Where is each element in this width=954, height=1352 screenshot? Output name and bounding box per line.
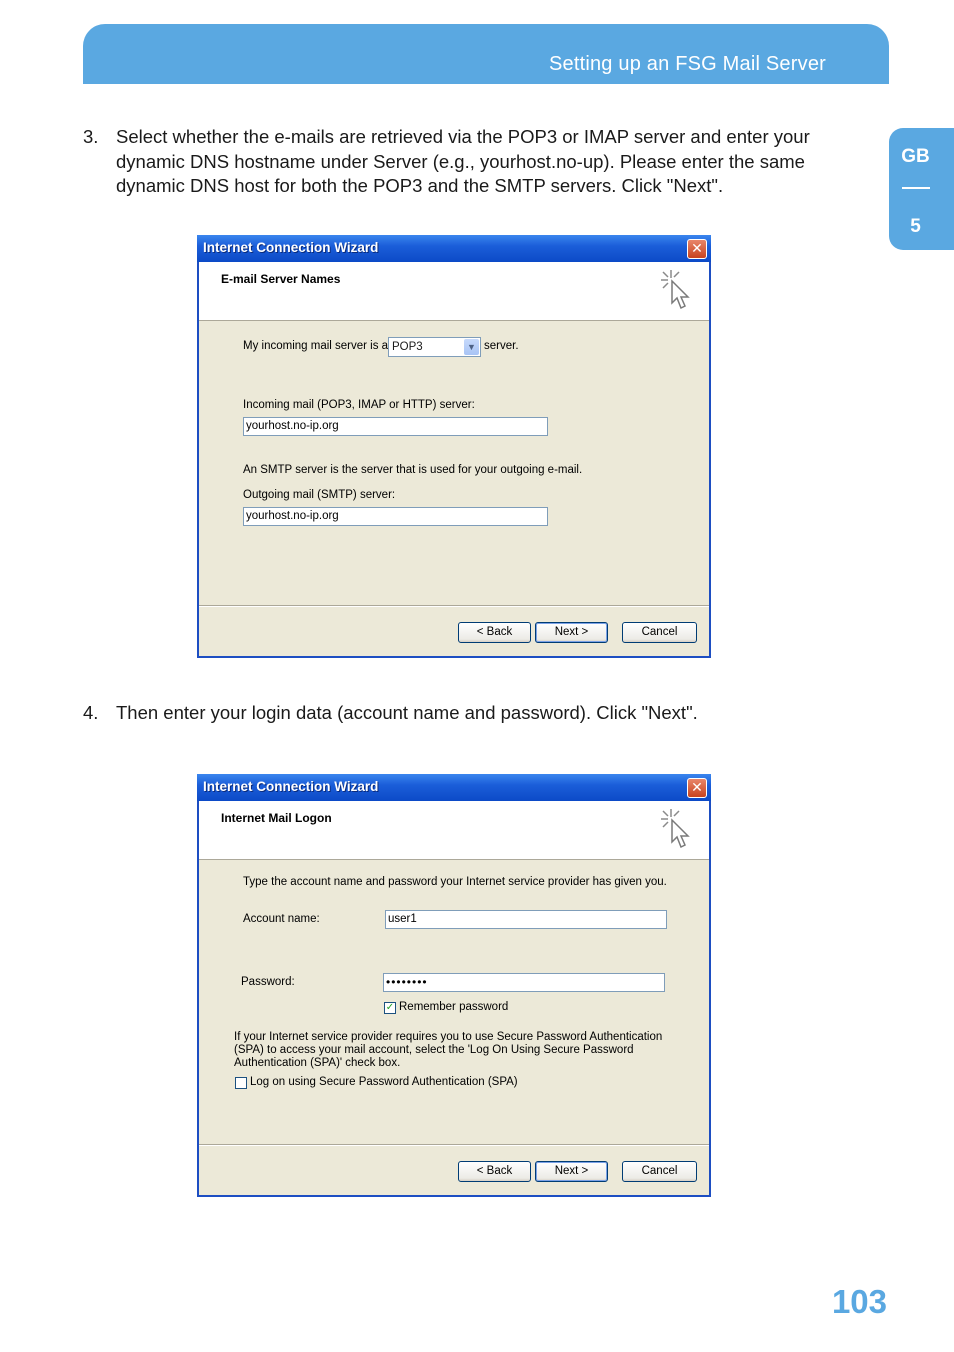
- spa-note-line: (SPA) to access your mail account, select the 'Log On Using Secure Password: [234, 1044, 634, 1056]
- header-bar: [83, 24, 889, 84]
- server-type-value: POP3: [392, 341, 423, 353]
- spa-note-line: If your Internet service provider requires you to use Secure Password Authentication: [234, 1031, 663, 1043]
- dialog-header-pane: [199, 801, 709, 860]
- close-icon[interactable]: ✕: [687, 778, 707, 798]
- language-label: GB: [901, 146, 930, 167]
- back-button[interactable]: < Back: [458, 1161, 531, 1182]
- page-header-title: Setting up an FSG Mail Server: [548, 53, 826, 75]
- server-type-select[interactable]: [388, 337, 481, 357]
- tab-divider: [902, 187, 930, 189]
- incoming-server-input[interactable]: yourhost.no-ip.org: [243, 417, 548, 436]
- spa-note-line: Authentication (SPA)' check box.: [234, 1057, 401, 1069]
- smtp-note: An SMTP server is the server that is used for your outgoing e-mail.: [243, 464, 583, 476]
- dialog-body: [199, 262, 709, 656]
- dialog-title: Internet Connection Wizard: [203, 779, 379, 794]
- next-button[interactable]: Next >: [535, 622, 608, 643]
- chevron-down-icon[interactable]: ▼: [464, 339, 479, 355]
- password-label: Password:: [241, 976, 295, 988]
- wizard-cursor-icon: [657, 267, 697, 317]
- outgoing-server-input[interactable]: yourhost.no-ip.org: [243, 507, 548, 526]
- page-number: 103: [831, 1283, 887, 1320]
- cancel-button[interactable]: Cancel: [622, 622, 697, 643]
- step-text: [116, 125, 810, 199]
- dialog-heading: Internet Mail Logon: [221, 811, 332, 825]
- cancel-button[interactable]: Cancel: [622, 1161, 697, 1182]
- account-name-input[interactable]: user1: [385, 910, 667, 929]
- chapter-side-tab: [889, 128, 954, 250]
- password-input[interactable]: ••••••••: [383, 973, 665, 992]
- dialog-header-pane: [199, 262, 709, 321]
- account-name-label: Account name:: [243, 913, 320, 925]
- spa-checkbox[interactable]: [235, 1077, 247, 1089]
- close-icon[interactable]: ✕: [687, 239, 707, 259]
- dialog-title: Internet Connection Wizard: [203, 240, 379, 255]
- dialog-titlebar[interactable]: [197, 774, 711, 801]
- chapter-number: 5: [910, 216, 921, 237]
- wizard-cursor-icon: [657, 806, 697, 856]
- email-server-names-dialog: [197, 235, 711, 658]
- step-text-line: Then enter your login data (account name and password). Click "Next".: [116, 702, 698, 723]
- server-suffix-label: server.: [484, 340, 519, 352]
- step-text-line: dynamic DNS host for both the POP3 and the SMTP servers. Click "Next".: [116, 175, 724, 196]
- dialog-body: [199, 801, 709, 1195]
- dialog-heading: E-mail Server Names: [221, 272, 341, 286]
- next-button[interactable]: Next >: [535, 1161, 608, 1182]
- spa-checkbox-label: Log on using Secure Password Authentication (SPA): [250, 1076, 518, 1088]
- remember-password-checkbox[interactable]: ✓: [385, 1002, 395, 1013]
- remember-password-label: Remember password: [399, 1001, 509, 1013]
- outgoing-server-label: Outgoing mail (SMTP) server:: [243, 489, 396, 501]
- back-button[interactable]: < Back: [458, 622, 531, 643]
- step-text-line: dynamic DNS hostname under Server (e.g., yourhost.no-up). Please enter the same: [116, 150, 805, 172]
- footer-divider: [199, 1144, 709, 1146]
- dialog-titlebar[interactable]: [197, 235, 711, 262]
- incoming-server-label: Incoming mail (POP3, IMAP or HTTP) server:: [243, 399, 475, 411]
- step-number: 4.: [83, 702, 99, 723]
- incoming-server-type-label: My incoming mail server is a: [243, 340, 389, 352]
- step-text-line: Select whether the e-mails are retrieved via the POP3 or IMAP server and enter your: [116, 126, 810, 147]
- internet-mail-logon-dialog: [197, 774, 711, 1197]
- step-number: 3.: [83, 126, 99, 147]
- logon-intro: Type the account name and password your Internet service provider has given you.: [243, 876, 667, 888]
- footer-divider: [199, 605, 709, 607]
- step-text: [116, 701, 698, 726]
